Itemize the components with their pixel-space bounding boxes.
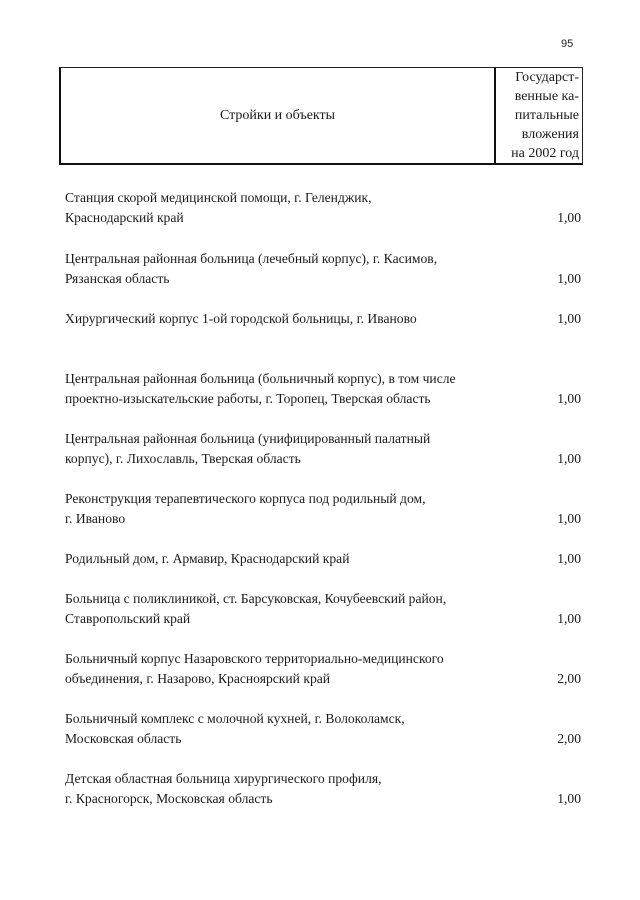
table-body [65,188,583,809]
header-column-objects-label: Стройки и объекты [219,107,336,123]
row-value: 1,00 [557,611,581,626]
table-row [65,769,583,809]
header-column-objects [61,68,494,163]
row-label: Больничный корпус Назаровского территориально-медицинского объединения, г. Назарово, Красноярский край [65,651,444,686]
row-value: 1,00 [557,551,581,566]
header-investments-line: питальные [514,108,579,123]
table-row [65,549,583,569]
row-label: Больница с поликлиникой, ст. Барсуковская, Кочубеевский район, Ставропольский край [65,591,447,626]
table-row [65,649,583,689]
table-row [65,188,583,228]
row-label: Станция скорой медицинской помощи, г. Геленджик, Краснодарский край [65,190,372,225]
header-investments-line: венные ка- [514,89,579,104]
row-label: Больничный комплекс с молочной кухней, г. Волоколамск, Московская область [65,711,405,746]
row-value: 1,00 [557,451,581,466]
table-row [65,309,583,329]
row-label: Реконструкция терапевтического корпуса под родильный дом, г. Иваново [65,491,426,526]
row-label: Центральная районная больница (унифицированный палатный корпус), г. Лихославль, Тверская область [65,431,431,466]
table-row [65,709,583,749]
row-label: Центральная районная больница (лечебный корпус), г. Касимов, Рязанская область [65,251,438,286]
row-value: 1,00 [557,311,581,326]
row-label: Детская областная больница хирургического профиля, г. Красногорск, Московская область [65,771,382,806]
header-investments-line: Государст- [515,70,579,85]
row-value: 1,00 [557,271,581,286]
header-investments-line: вложения [521,127,579,142]
page-number: 95 [561,38,574,50]
row-label: Центральная районная больница (больничный корпус), в том числе проектно-изыскательские работы, г. Торопец, Тверская область [65,371,456,406]
header-column-investments [494,68,582,163]
table-row [65,489,583,529]
row-value: 2,00 [557,731,581,746]
row-label: Родильный дом, г. Армавир, Краснодарский край [65,551,350,566]
row-label: Хирургический корпус 1-ой городской больницы, г. Иваново [65,311,417,326]
table-header [59,67,583,165]
row-value: 1,00 [557,391,581,406]
row-value: 2,00 [557,671,581,686]
table-row [65,589,583,629]
table-row [65,369,583,409]
row-value: 1,00 [557,511,581,526]
row-value: 1,00 [557,210,581,225]
table-row [65,429,583,469]
table-row [65,249,583,289]
row-value: 1,00 [557,791,581,806]
header-investments-line: на 2002 год [511,146,579,161]
